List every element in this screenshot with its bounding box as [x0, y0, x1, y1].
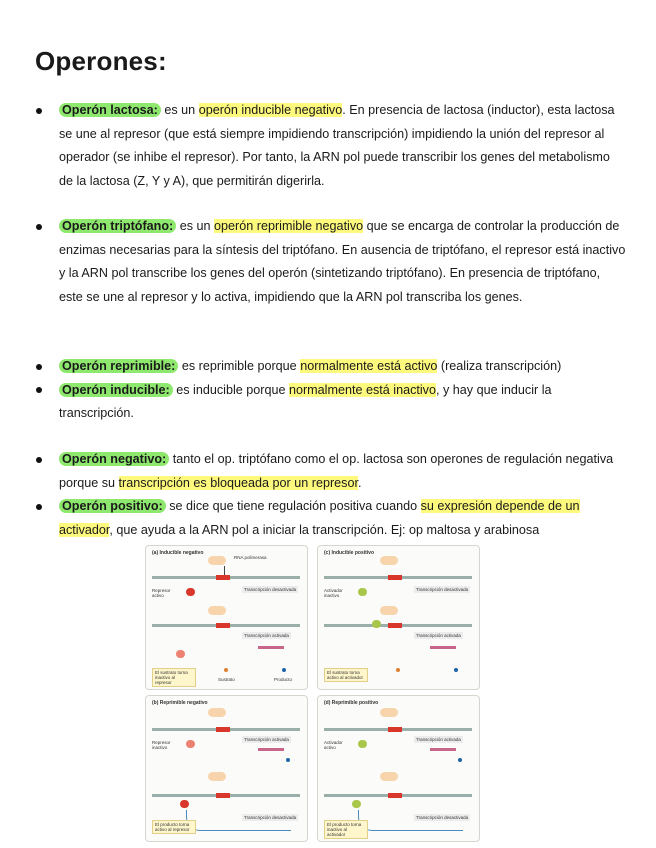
protein-label: Represor activo	[152, 588, 171, 598]
feedback-arrow	[186, 810, 291, 831]
rna-polymerase	[380, 772, 398, 781]
rna-polymerase	[380, 606, 398, 615]
highlight: operón inducible negativo	[198, 103, 343, 117]
repressor-shape	[180, 800, 189, 808]
dna-strand	[324, 576, 472, 579]
feedback-arrow	[358, 810, 463, 831]
mrna-bar	[258, 646, 284, 649]
transcription-on: Transcripción activada	[416, 737, 461, 742]
panel-title: (b) Reprimible negativo	[152, 700, 208, 706]
highlight: su expresión depende de un activador	[59, 499, 580, 537]
dna-strand	[152, 728, 300, 731]
mrna-bar	[430, 748, 456, 751]
transcription-on: Transcripción activada	[244, 737, 289, 742]
figure-panel-reprimible-negativo	[145, 695, 308, 842]
panel-title: (a) Inducible negativo	[152, 550, 204, 556]
polymerase-label: RNA polimerasa	[234, 555, 267, 560]
product-dot	[454, 668, 458, 672]
page-title: Operones:	[35, 46, 167, 76]
dna-strand	[324, 624, 472, 627]
bullet-negativo: Operón negativo: tanto el op. triptófano como el op. lactosa son operones de regulación negativa porque su transcripción es bloqueada por un represor.	[36, 448, 626, 495]
activator-shape	[358, 588, 367, 596]
figure-panel-reprimible-positivo	[317, 695, 480, 842]
mrna-bar	[258, 748, 284, 751]
dna-strand	[152, 576, 300, 579]
rna-polymerase	[380, 556, 398, 565]
keyword: Operón positivo:	[59, 499, 166, 513]
highlight: operón reprimible negativo	[214, 219, 364, 233]
protein-label: Activador inactivo	[324, 588, 343, 598]
keyword: Operón negativo:	[59, 452, 169, 466]
bullet-triptofano: Operón triptófano: es un operón reprimible negativo que se encarga de controlar la producción de enzimas necesarias para la síntesis del triptófano. En ausencia de triptófano, el represor está inactivo y la ARN pol transcribe los genes del operón (sintetizando triptófano). En presencia de triptófano, este se une al represor y lo activa, impidiendo que la ARN pol transcriba los genes.	[36, 215, 626, 309]
bullet-positivo: Operón positivo: se dice que tiene regulación positiva cuando su expresión depende de un activador, que ayuda a la ARN pol a iniciar la transcripción. Ej: op maltosa y arabinosa	[36, 495, 626, 542]
panel-title: (c) Inducible positivo	[324, 550, 375, 556]
caption-note: El producto torna inactivo al activador	[324, 820, 368, 839]
keyword: Operón lactosa:	[59, 103, 161, 117]
bullet-list-4	[36, 448, 626, 542]
transcription-off: Transcripción desactivada	[244, 815, 297, 820]
caption-note: El producto torna activo al represor	[152, 820, 196, 834]
rna-polymerase	[208, 556, 226, 565]
protein-label: Activador activo	[324, 740, 343, 750]
substrate-label: Sustrato	[218, 677, 235, 682]
caption-note: El sustrato torna inactivo al represor	[152, 668, 196, 687]
bullet-lactosa: Operón lactosa: es un operón inducible negativo. En presencia de lactosa (inductor), esta lactosa se une al represor (que está siempre impidiendo transcripción) impidiendo la unión del represor al operador (se inhibe el represor). Por tanto, la ARN pol puede transcribir los genes del metabolismo de la lactosa (Z, Y y A), que permitirán digerirla.	[36, 99, 626, 193]
activator-shape	[352, 800, 361, 808]
arrow	[224, 566, 225, 575]
transcription-on: Transcripción activada	[416, 633, 461, 638]
rna-polymerase	[208, 606, 226, 615]
highlight: normalmente está inactivo	[288, 382, 436, 397]
mrna-bar	[430, 646, 456, 649]
transcription-off: Transcripción desactivada	[244, 587, 297, 592]
product-dot	[286, 758, 290, 762]
bullet-list-1	[36, 99, 626, 193]
highlight: transcripción es bloqueada por un represor	[118, 475, 358, 490]
substrate-dot	[396, 668, 400, 672]
panel-title: (d) Reprimible positivo	[324, 700, 379, 706]
repressor-shape	[186, 740, 195, 748]
dna-strand	[324, 794, 472, 797]
keyword: Operón inducible:	[59, 383, 173, 397]
figure-panel-inducible-negativo	[145, 545, 308, 690]
product-dot	[282, 668, 286, 672]
product-label: Producto	[274, 677, 293, 682]
bullet-list-2	[36, 215, 626, 309]
rna-polymerase	[208, 772, 226, 781]
substrate-dot	[224, 668, 228, 672]
caption-note: El sustrato torna activo al activador	[324, 668, 368, 682]
transcription-off: Transcripción desactivada	[416, 587, 469, 592]
activator-shape	[358, 740, 367, 748]
transcription-on: Transcripción activada	[244, 633, 289, 638]
bullet-inducible: Operón inducible: es inducible porque normalmente está inactivo, y hay que inducir la transcripción.	[36, 379, 626, 426]
product-dot	[458, 758, 462, 762]
dna-strand	[152, 624, 300, 627]
repressor-shape	[186, 588, 195, 596]
inactive-repressor-shape	[176, 650, 185, 658]
dna-strand	[152, 794, 300, 797]
activator-shape	[372, 620, 381, 628]
bullet-list-3	[36, 355, 626, 426]
rna-polymerase	[380, 708, 398, 717]
dna-strand	[324, 728, 472, 731]
protein-label: Represor inactivo	[152, 740, 171, 750]
transcription-off: Transcripción desactivada	[416, 815, 469, 820]
keyword: Operón reprimible:	[59, 359, 178, 373]
keyword: Operón triptófano:	[59, 219, 176, 233]
figure-panel-inducible-positivo	[317, 545, 480, 690]
rna-polymerase	[208, 708, 226, 717]
bullet-reprimible: Operón reprimible: es reprimible porque normalmente está activo (realiza transcripción)	[36, 355, 626, 379]
highlight: normalmente está activo	[300, 359, 438, 373]
